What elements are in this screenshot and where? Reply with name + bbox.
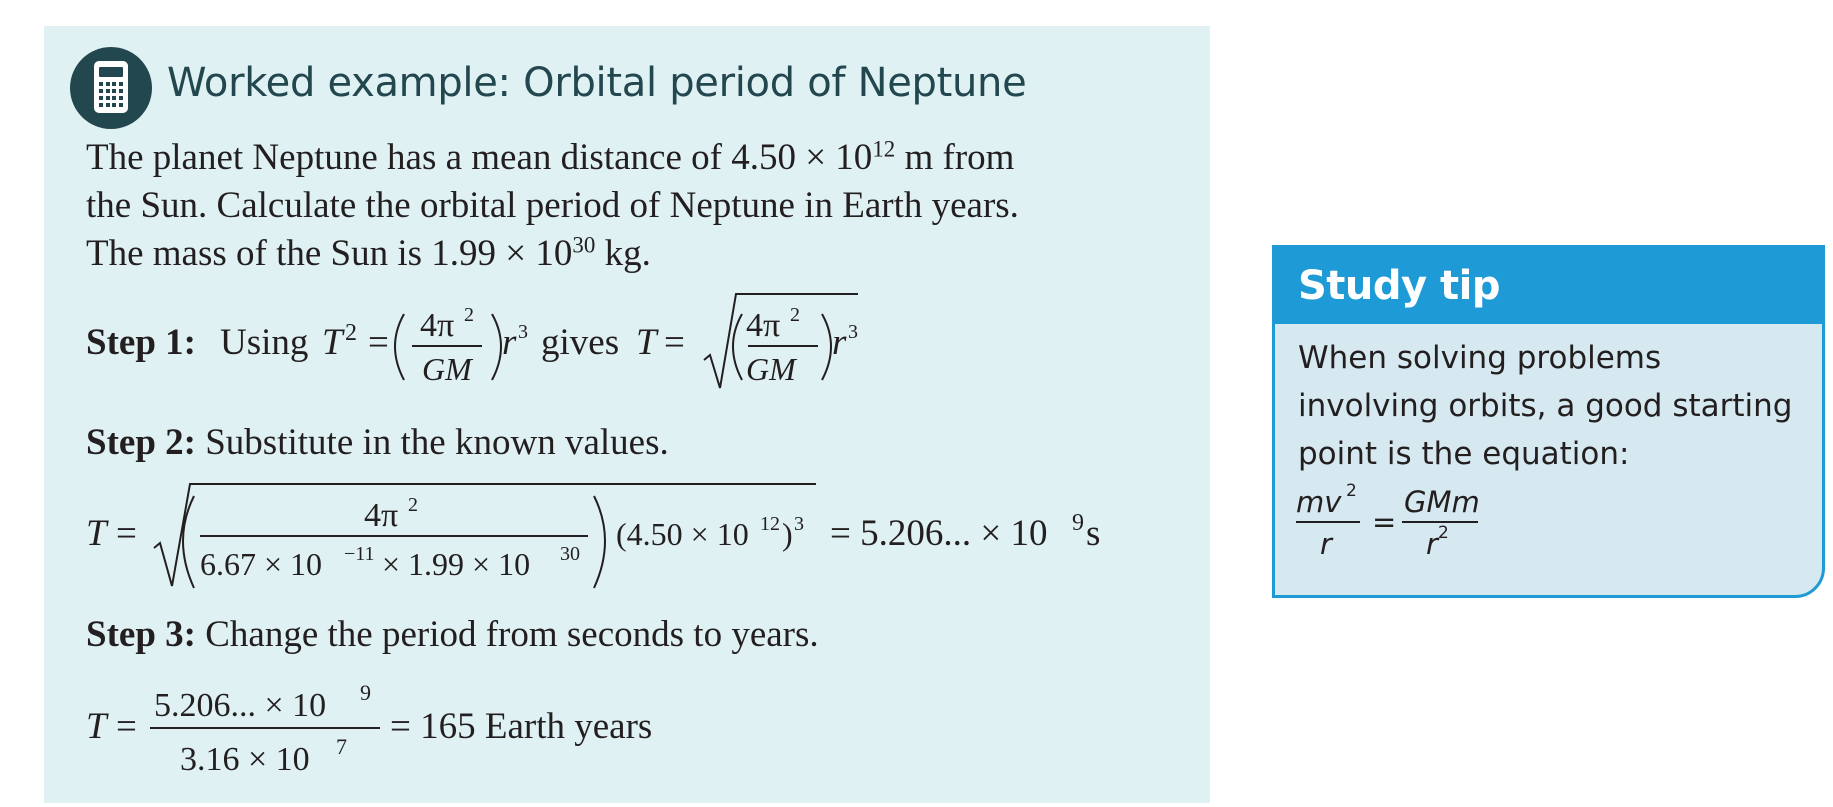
- step3-equation: [86, 680, 706, 795]
- step1-equals: =: [368, 322, 389, 363]
- step1-line: [86, 284, 906, 409]
- step3-line: [86, 613, 819, 656]
- intro-line-3: The mass of the Sun is $1.99 \times 10^{30}$ kg.: [86, 232, 651, 274]
- tip-rhs-numerator: GMm: [1404, 485, 1480, 519]
- step2-result-unit: s: [1086, 513, 1101, 554]
- worked-example-title: Worked example: Orbital period of Neptune: [167, 60, 1027, 106]
- step1-using-text: Using: [220, 322, 309, 363]
- step2-frac-numerator: 4π: [364, 497, 399, 534]
- calculator-icon: [70, 47, 152, 129]
- step2-denominator-a: 6.67 × 10: [200, 546, 323, 582]
- step1-sqrt-numerator: 4π: [746, 307, 781, 344]
- tip-lhs-denominator: r: [1320, 527, 1332, 561]
- step1-paren-right: [492, 314, 501, 380]
- step3-T-symbol: T: [86, 706, 107, 747]
- step2-equals: =: [116, 513, 137, 554]
- step1-frac-denominator: GM: [422, 351, 472, 387]
- tip-lhs-numerator: mv: [1296, 485, 1342, 519]
- step1-label: Step 1:: [86, 322, 196, 363]
- tip-equals: =: [1372, 505, 1397, 539]
- study-tip-title: Study tip: [1275, 248, 1822, 324]
- step1-sqrt-paren-left: [733, 314, 742, 380]
- step2-equation: [86, 478, 1136, 603]
- step3-text: Change the period from seconds to years.: [205, 614, 819, 655]
- step2-cube-exponent: 3: [794, 513, 804, 535]
- step2-line: [86, 421, 669, 464]
- step2-distance-term: (4.50 × 10: [616, 516, 749, 552]
- step1-sqrt-r-symbol: r: [832, 322, 847, 363]
- step1-sqrt-r-exponent: 3: [848, 321, 858, 343]
- step1-frac-num-exponent: 2: [464, 304, 474, 326]
- step1-r-exponent: 3: [518, 321, 528, 343]
- step1-T-symbol: T: [322, 322, 343, 363]
- step1-gives-text: gives: [541, 322, 620, 363]
- step2-frac-num-exponent: 2: [408, 494, 418, 516]
- step3-denominator-exp: 7: [336, 734, 347, 759]
- step1-paren-left: [395, 314, 404, 380]
- step2-denominator-b-exp: 30: [560, 543, 580, 565]
- intro-line-2: the Sun. Calculate the orbital period of Neptune in Earth years.: [86, 185, 1019, 226]
- step3-numerator: 5.206... × 10: [154, 687, 327, 724]
- step3-numerator-exp: 9: [360, 680, 371, 705]
- study-tip-formula: [1296, 482, 1496, 567]
- step3-denominator: 3.16 × 10: [180, 741, 310, 778]
- step2-text: Substitute in the known values.: [205, 422, 669, 463]
- step1-r-symbol: r: [502, 322, 517, 363]
- step3-equals: =: [116, 706, 137, 747]
- step1-sqrt-denominator: GM: [746, 351, 796, 387]
- tip-rhs-denominator: r: [1426, 527, 1438, 561]
- step2-denominator-a-exp: −11: [344, 543, 375, 565]
- step2-distance-close: ): [782, 516, 793, 552]
- step3-result: = 165 Earth years: [390, 706, 653, 747]
- study-tip-box: [1272, 245, 1825, 598]
- study-tip-text: When solving problems involving orbits, a good starting point is the equation:: [1298, 340, 1793, 472]
- step3-label: Step 3:: [86, 614, 196, 655]
- step2-paren-right: [594, 496, 605, 588]
- worked-example-intro: [86, 134, 1186, 278]
- step2-result: = 5.206... × 10: [830, 513, 1048, 554]
- step1-frac-numerator: 4π: [420, 307, 455, 344]
- step2-distance-exponent: 12: [760, 513, 780, 535]
- step1-T-symbol-2: T: [636, 322, 657, 363]
- tip-lhs-num-exponent: 2: [1346, 482, 1357, 501]
- step1-sqrt-paren-right: [822, 314, 831, 380]
- step2-T-symbol: T: [86, 513, 107, 554]
- intro-line-1: The planet Neptune has a mean distance of $4.50 \times 10^{12}$ m from: [86, 136, 1015, 178]
- step2-result-exponent: 9: [1072, 510, 1084, 536]
- step1-T-exponent: 2: [345, 320, 357, 346]
- step2-denominator-b: × 1.99 × 10: [382, 546, 531, 582]
- step2-label: Step 2:: [86, 422, 196, 463]
- step1-sqrt-num-exponent: 2: [790, 304, 800, 326]
- tip-rhs-den-exponent: 2: [1438, 523, 1449, 543]
- step1-equals-2: =: [664, 322, 685, 363]
